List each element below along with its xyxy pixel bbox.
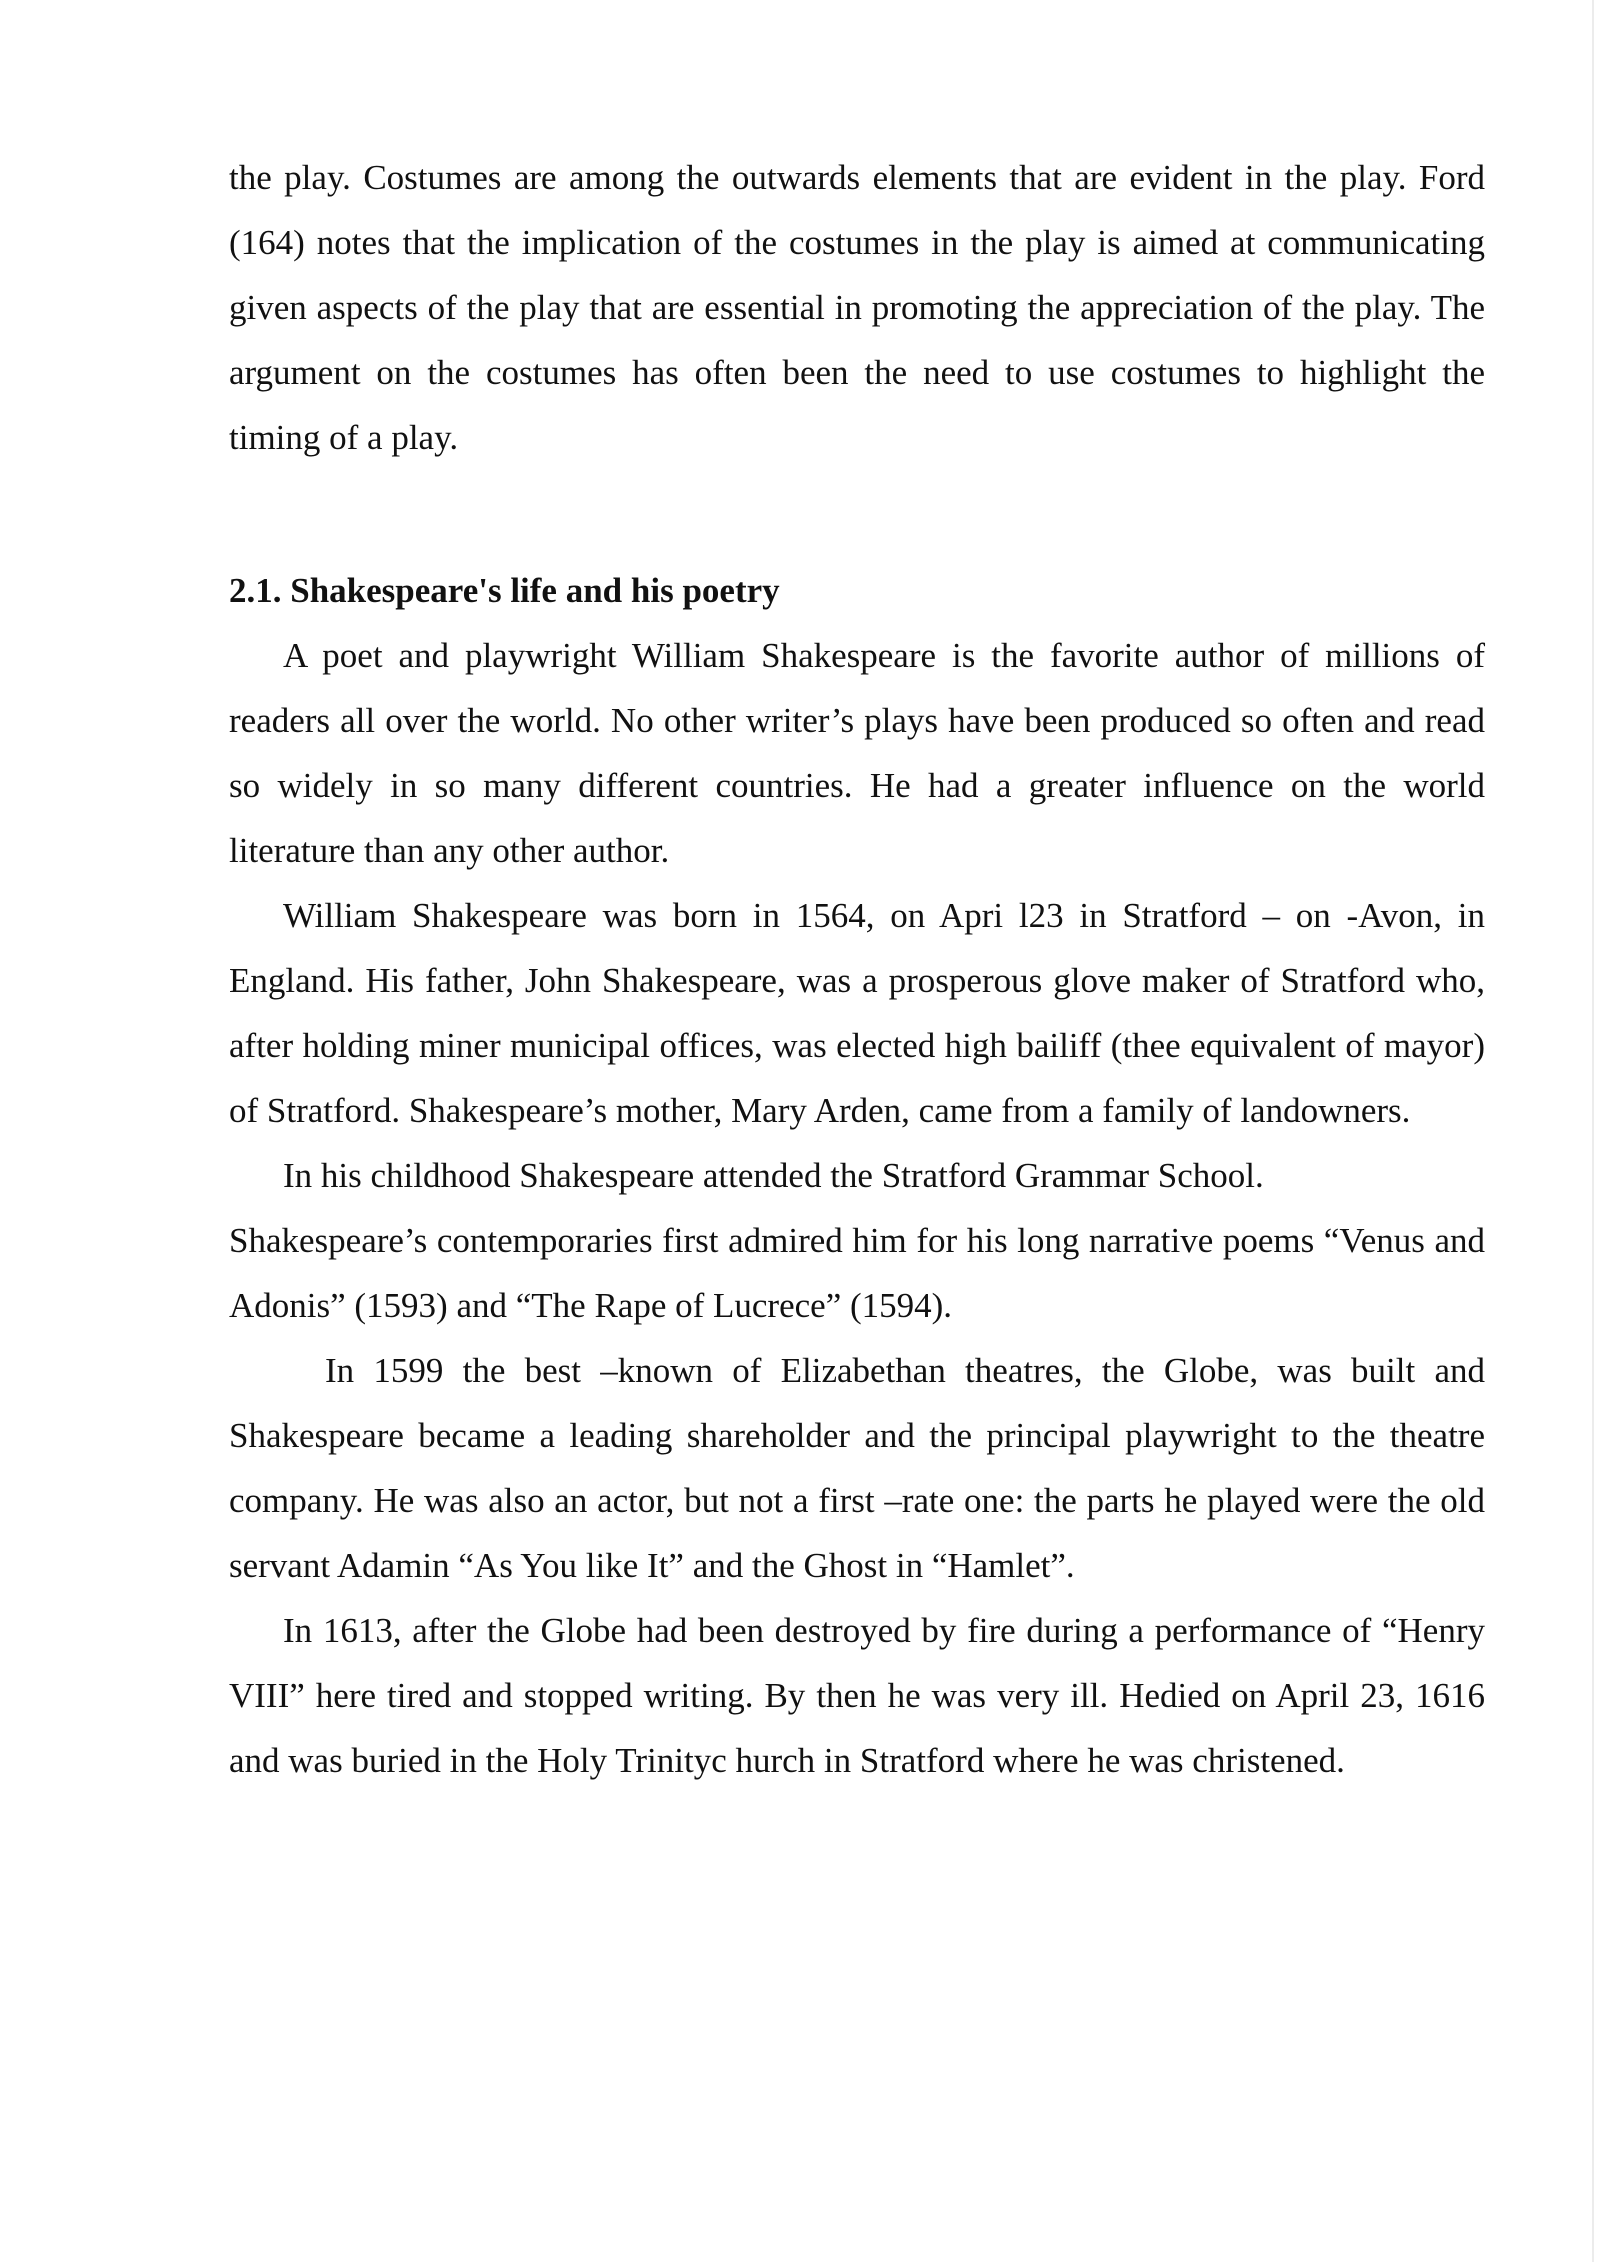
paragraph-globe-theatre: In 1599 the best –known of Elizabethan theatres, the Globe, was built and Shakespeare became a leading shareholder and the principal playwright to the theatre company. He was also an actor, but not a first –rate one: the parts he played were the old servant Adamin “As You like It” and the Ghost in “Hamlet”.: [229, 1351, 1485, 1585]
paragraph-birth: William Shakespeare was born in 1564, on Apri l23 in Stratford – on -Avon, in England. His father, John Shakespeare, was a prosperous glove maker of Stratford who, after holding miner municipal offices, was elected high bailiff (thee equivalent of mayor) of Stratford. Shakespeare’s mother, Mary Arden, came from a family of landowners.: [229, 896, 1485, 1130]
section-heading: 2.1. Shakespeare's life and his poetry: [229, 571, 780, 610]
paragraph-childhood: In his childhood Shakespeare attended the Stratford Grammar School.: [283, 1156, 1264, 1195]
intro-paragraph: the play. Costumes are among the outwards elements that are evident in the play. Ford (164) notes that the implication of the costumes in the play is aimed at communicating given aspects of the play that are essential in promoting the appreciation of the play. The argument on the costumes has often been the need to use costumes to highlight the timing of a play.: [229, 158, 1485, 457]
paragraph-favorite-author: A poet and playwright William Shakespeare is the favorite author of millions of readers all over the world. No other writer’s plays have been produced so often and read so widely in so many different countries. He had a greater influence on the world literature than any other author.: [229, 636, 1485, 870]
document-body: [229, 145, 1485, 1793]
page-edge-line: [1592, 0, 1594, 2262]
paragraph-narrative-poems: Shakespeare’s contemporaries first admired him for his long narrative poems “Venus and Adonis” (1593) and “The Rape of Lucrece” (1594).: [229, 1221, 1485, 1325]
paragraph-later-life: In 1613, after the Globe had been destroyed by fire during a performance of “Henry VIII” here tired and stopped writing. By then he was very ill. Hedied on April 23, 1616 and was buried in the Holy Trinityc hurch in Stratford where he was christened.: [229, 1611, 1485, 1780]
